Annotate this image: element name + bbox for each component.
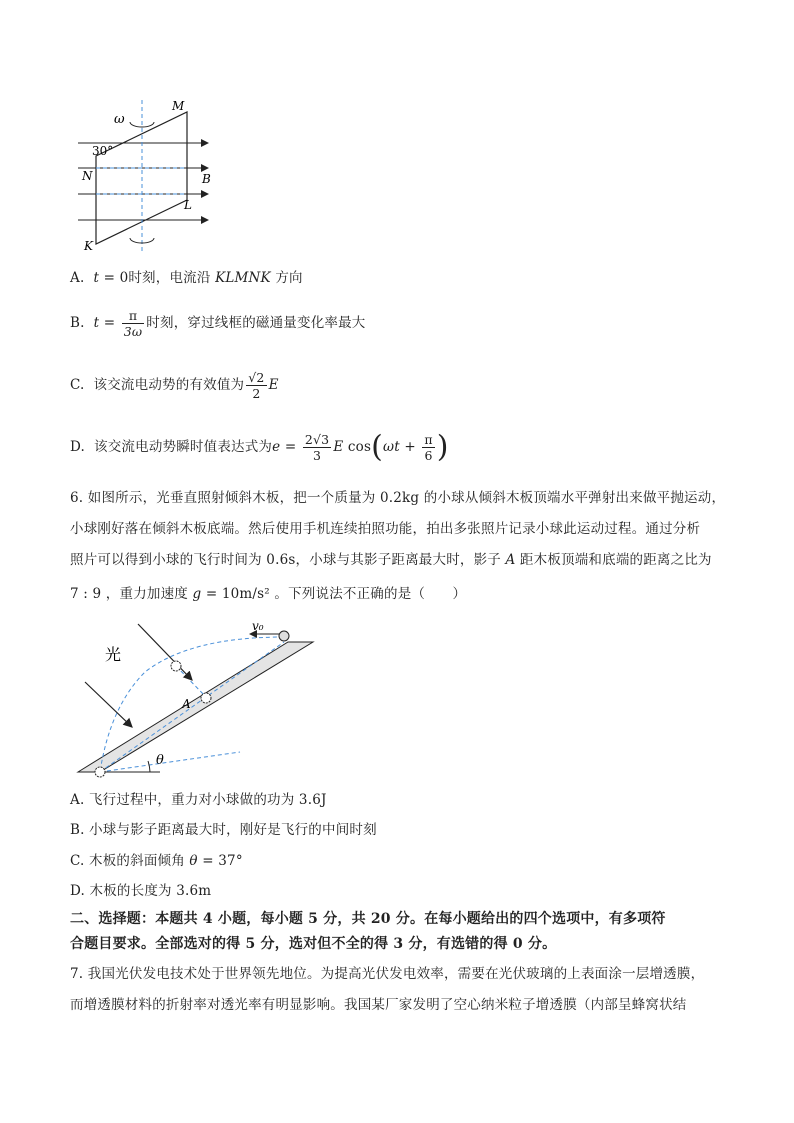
dashed-projection xyxy=(96,100,187,252)
ball-mid xyxy=(171,661,181,671)
label-light: 光 xyxy=(105,645,122,664)
label-theta: θ xyxy=(156,753,164,768)
label-v0: v₀ xyxy=(252,619,264,633)
inclined-board-projectile-figure xyxy=(70,612,330,782)
shadow-A xyxy=(201,693,211,703)
section2-heading-line1: 二、选择题：本题共 4 小题，每小题 5 分，共 20 分。在每小题给出的四个选项中，有多项符 xyxy=(70,911,666,927)
light-ray-2 xyxy=(138,624,192,680)
q6-option-c: C. 木板的斜面倾角 θ = 37° xyxy=(70,853,243,869)
q5-option-c: C. 该交流电动势的有效值为 $\frac{√2}{2}$ E xyxy=(70,370,279,401)
section2-heading-line2: 合题目要求。全部选对的得 5 分，选对但不全的得 3 分，有选错的得 0 分。 xyxy=(70,936,557,952)
fraction: $\frac{\pi}{3\omega}$ xyxy=(123,308,143,339)
q7-stem-line1: 7. 我国光伏发电技术处于世界领先地位。为提高光伏发电效率，需要在光伏玻璃的上表面涂一层增透膜， xyxy=(70,966,705,982)
ball-start xyxy=(279,631,289,641)
q6-stem-line3: 照片可以得到小球的飞行时间为 0.6s，小球与其影子距离最大时，影子 A 距木板顶端和底端的距离之比为 xyxy=(70,552,712,568)
label-A: A xyxy=(182,697,191,711)
q5-option-a: A. t = 0时刻，电流沿 KLMNK 方向 xyxy=(70,270,303,286)
q6-stem-line2: 小球刚好落在倾斜木板底端。然后使用手机连续拍照功能，拍出多张照片记录小球此运动过程。通过分析 xyxy=(70,521,701,537)
coil-in-magnetic-field-figure xyxy=(60,90,230,260)
fraction: $\frac{\pi}{6}$ xyxy=(424,432,433,463)
q6-option-d: D. 木板的长度为 3.6m xyxy=(70,883,212,899)
perpendicular-line xyxy=(176,666,206,697)
label-N: N xyxy=(82,169,93,183)
q7-stem-line2: 而增透膜材料的折射率对透光率有明显影响。我国某厂家发明了空心纳米粒子增透膜（内部呈蜂窝状结 xyxy=(70,997,687,1013)
label-angle: 30° xyxy=(92,144,114,158)
theta-arc xyxy=(148,761,150,772)
q5-option-d: D. 该交流电动势瞬时值表达式为e = $\frac{2√3}{3}$ E cos(ωt + $\frac{\pi}{6}$ ) xyxy=(70,429,449,465)
label-K: K xyxy=(84,239,93,253)
fraction: $\frac{√2}{2}$ xyxy=(248,370,265,401)
q6-option-a: A. 飞行过程中，重力对小球做的功为 3.6J xyxy=(70,792,327,808)
q6-stem-line4: 7 : 9 ，重力加速度 g = 10m/s² 。下列说法不正确的是（ ） xyxy=(70,586,467,602)
light-ray-1 xyxy=(85,682,132,727)
q6-stem-line1: 6. 如图所示，光垂直照射倾斜木板，把一个质量为 0.2kg 的小球从倾斜木板顶端水平弹射出来做平抛运动， xyxy=(70,490,726,506)
shadow-path xyxy=(100,642,284,772)
q6-option-b: B. 小球与影子距离最大时，刚好是飞行的中间时刻 xyxy=(70,822,377,838)
label-omega: ω xyxy=(114,112,125,127)
q5-option-b: B. t = $\frac{\pi}{3\omega}$ 时刻，穿过线框的磁通量变化率最大 xyxy=(70,308,366,339)
label-M: M xyxy=(172,99,185,113)
label-B: B xyxy=(202,172,211,186)
ball-end xyxy=(95,767,105,777)
fraction: $\frac{2√3}{3}$ xyxy=(304,432,330,463)
label-L: L xyxy=(184,198,192,212)
